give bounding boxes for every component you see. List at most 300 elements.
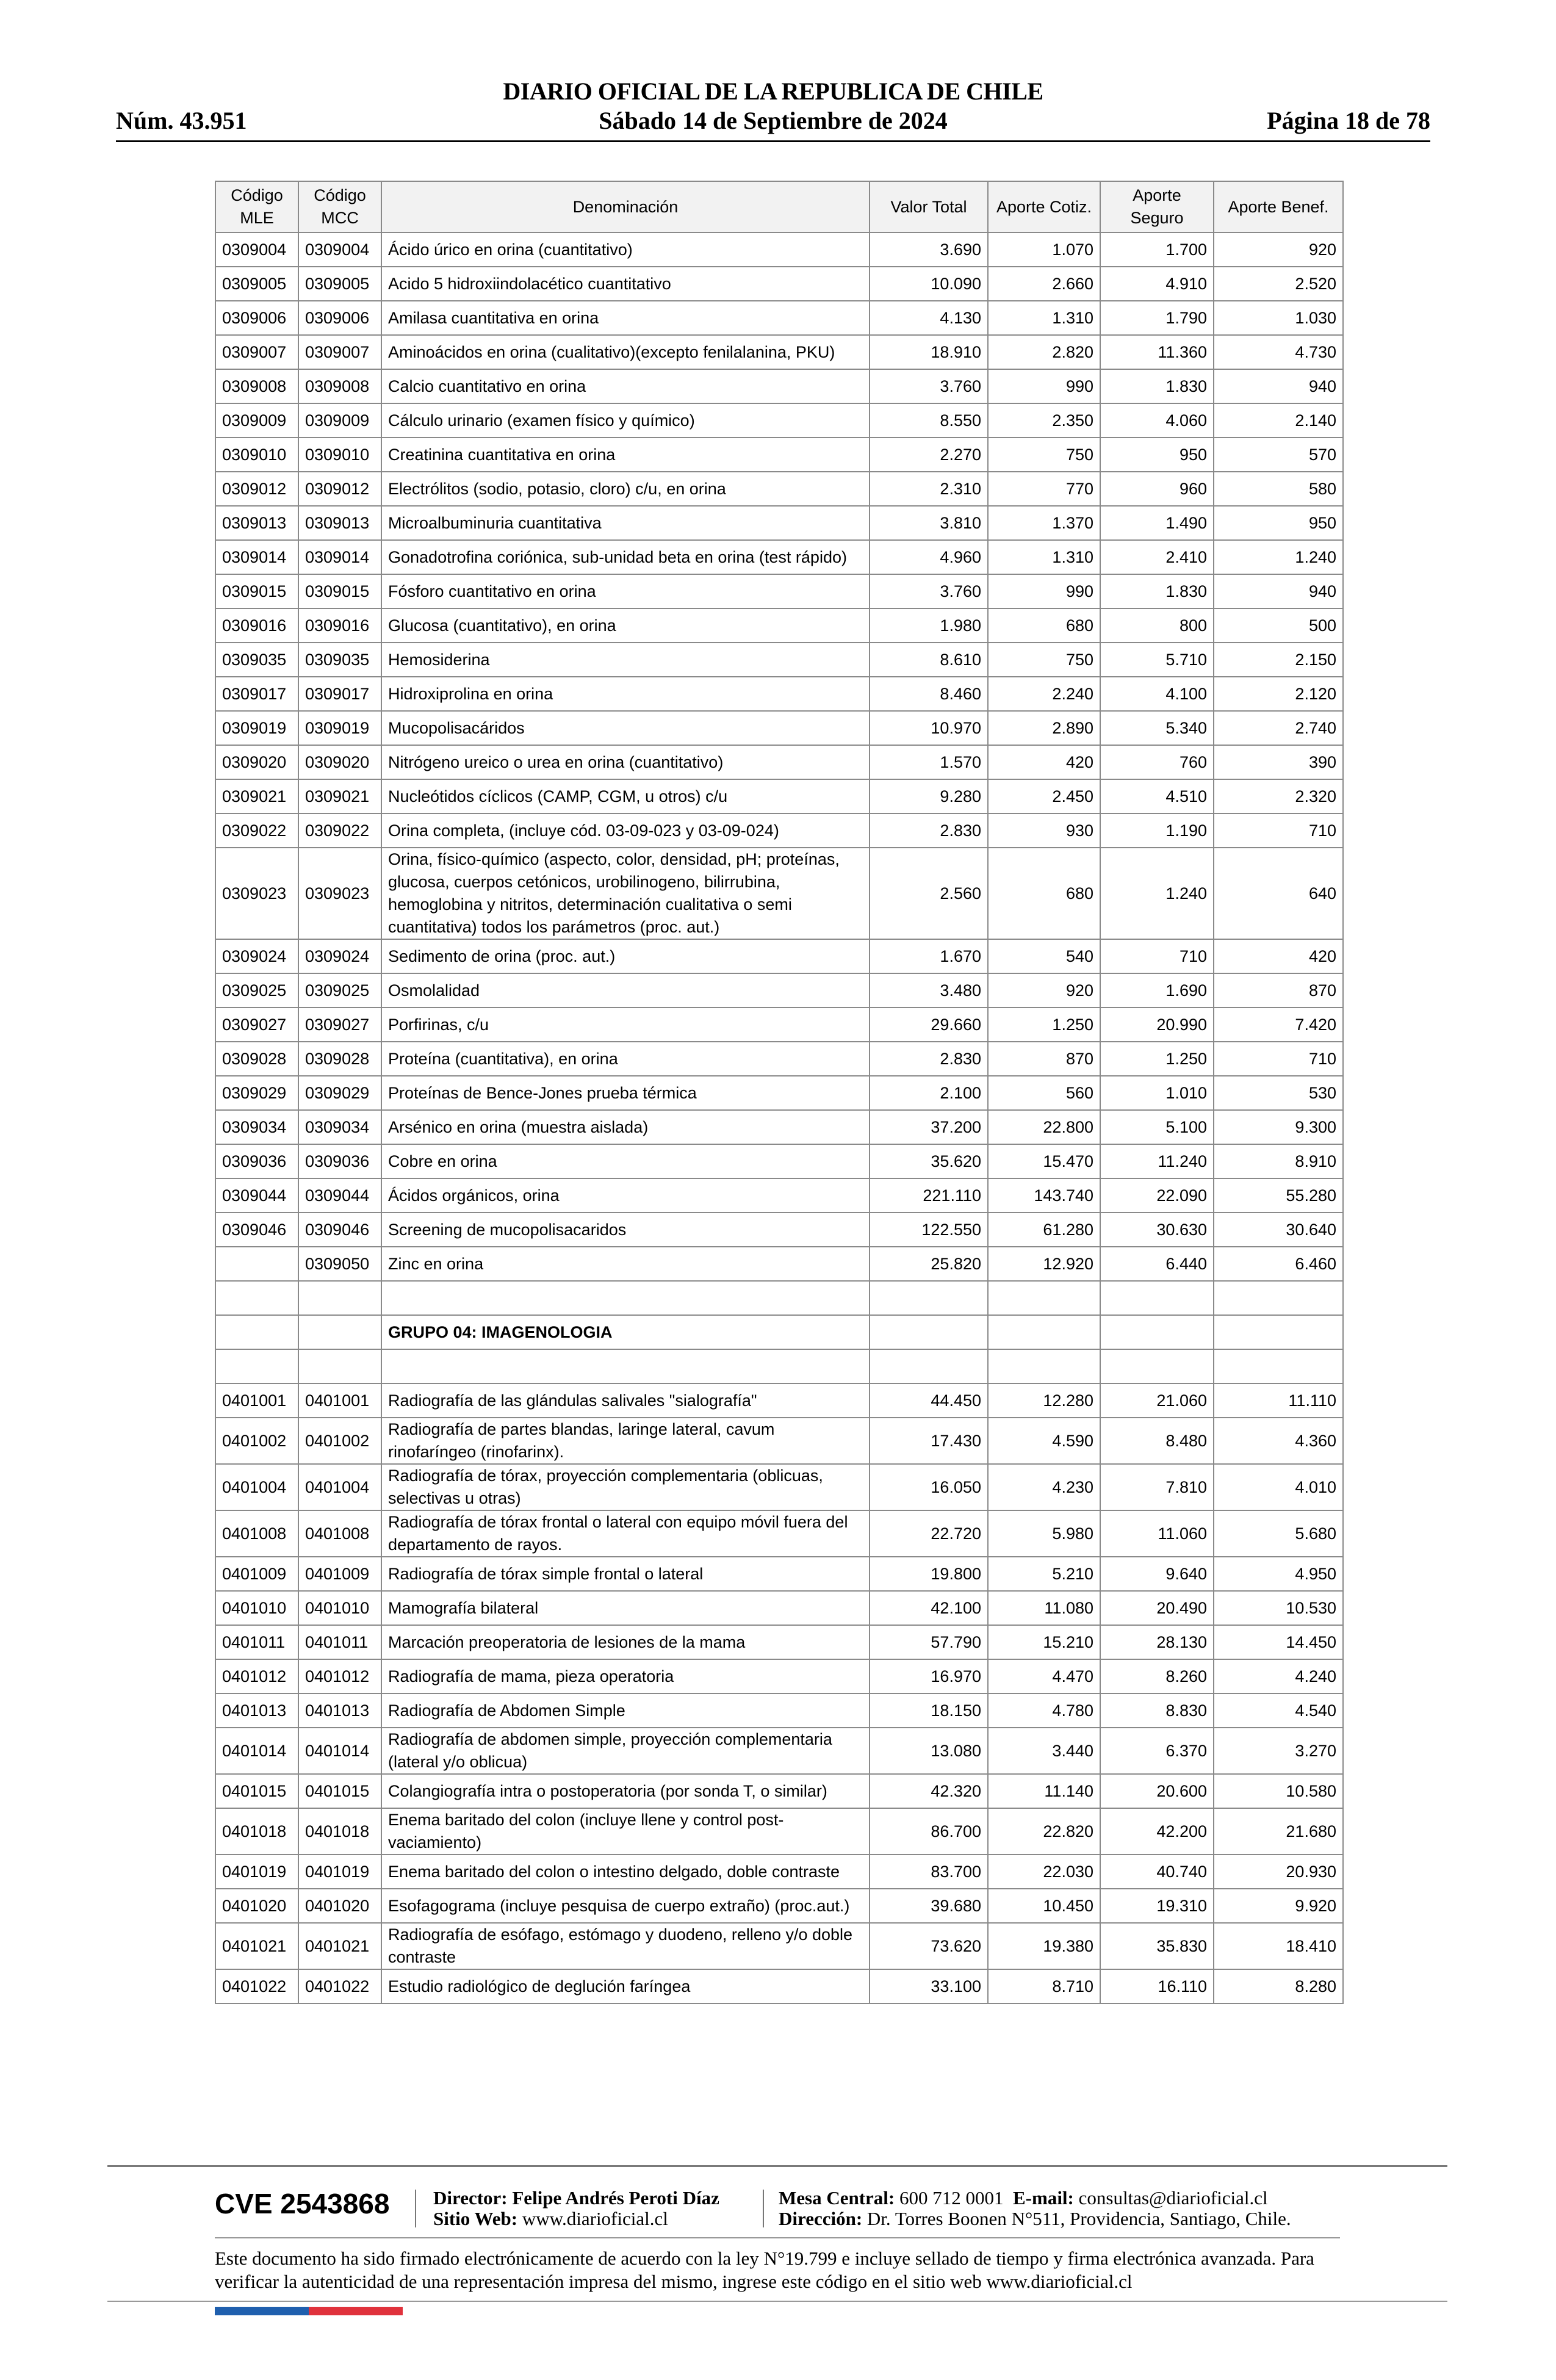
cell-aporte-seguro: 30.630	[1100, 1213, 1214, 1247]
page-number: Página 18 de 78	[1267, 107, 1430, 134]
cell-codigo-mcc	[298, 1349, 381, 1383]
cell-codigo-mcc: 0309004	[298, 233, 381, 267]
cell-aporte-seguro: 40.740	[1100, 1855, 1214, 1889]
cell-aporte-seguro: 1.830	[1100, 574, 1214, 608]
table-row	[215, 1144, 1343, 1178]
cell-codigo-mle	[215, 1247, 298, 1281]
cell-denominacion: Marcación preoperatoria de lesiones de la mama	[381, 1625, 870, 1659]
cell-valor-total: 16.970	[870, 1659, 988, 1693]
cell-valor-total: 10.970	[870, 711, 988, 745]
cell-aporte-benef: 870	[1214, 973, 1343, 1008]
col-header-aporte-seguro: Aporte Seguro	[1100, 181, 1214, 233]
cell-codigo-mcc: 0309005	[298, 267, 381, 301]
cell-aporte-cotiz: 750	[988, 438, 1100, 472]
cell-aporte-seguro	[1100, 1315, 1214, 1349]
cell-aporte-benef: 4.950	[1214, 1557, 1343, 1591]
table-row	[215, 540, 1343, 574]
cell-aporte-seguro: 5.100	[1100, 1110, 1214, 1144]
cell-valor-total: 1.670	[870, 939, 988, 973]
table-row	[215, 1464, 1343, 1510]
cell-aporte-benef: 570	[1214, 438, 1343, 472]
cell-aporte-seguro: 8.830	[1100, 1693, 1214, 1728]
cell-aporte-benef: 55.280	[1214, 1178, 1343, 1213]
cell-aporte-cotiz: 2.350	[988, 403, 1100, 438]
cell-codigo-mcc: 0309034	[298, 1110, 381, 1144]
cell-codigo-mcc	[298, 1281, 381, 1315]
cell-codigo-mle: 0309012	[215, 472, 298, 506]
cell-codigo-mle: 0401011	[215, 1625, 298, 1659]
newspaper-title: DIARIO OFICIAL DE LA REPUBLICA DE CHILE	[503, 78, 1043, 105]
cell-denominacion: Radiografía de partes blandas, laringe lateral, cavum rinofaríngeo (rinofarinx).	[381, 1418, 870, 1464]
col-header-aporte-cotiz: Aporte Cotiz.	[988, 181, 1100, 233]
cell-codigo-mle: 0309014	[215, 540, 298, 574]
cell-codigo-mcc: 0309028	[298, 1042, 381, 1076]
cell-codigo-mcc: 0309023	[298, 848, 381, 939]
cell-codigo-mcc: 0309013	[298, 506, 381, 540]
cell-aporte-cotiz: 5.980	[988, 1510, 1100, 1557]
table-row	[215, 335, 1343, 369]
cell-valor-total: 29.660	[870, 1008, 988, 1042]
cell-codigo-mcc: 0309019	[298, 711, 381, 745]
cell-aporte-seguro: 11.060	[1100, 1510, 1214, 1557]
cell-codigo-mcc: 0401008	[298, 1510, 381, 1557]
cell-denominacion: Gonadotrofina coriónica, sub-unidad beta en orina (test rápido)	[381, 540, 870, 574]
cell-denominacion: Glucosa (cuantitativo), en orina	[381, 608, 870, 643]
cell-aporte-cotiz: 930	[988, 813, 1100, 848]
cell-aporte-cotiz: 12.280	[988, 1383, 1100, 1418]
cell-denominacion: Radiografía de abdomen simple, proyección complementaria (lateral y/o oblicua)	[381, 1728, 870, 1774]
issue-date: Sábado 14 de Septiembre de 2024	[599, 107, 948, 134]
cell-denominacion: Osmolalidad	[381, 973, 870, 1008]
cell-aporte-benef: 1.240	[1214, 540, 1343, 574]
table-row	[215, 403, 1343, 438]
table-row	[215, 608, 1343, 643]
cell-aporte-benef: 2.520	[1214, 267, 1343, 301]
address-text: Dr. Torres Boonen N°511, Providencia, Santiago, Chile.	[866, 2208, 1291, 2229]
cell-denominacion: Hemosiderina	[381, 643, 870, 677]
cell-aporte-benef: 2.120	[1214, 677, 1343, 711]
cell-aporte-benef: 2.150	[1214, 643, 1343, 677]
cell-aporte-cotiz: 11.080	[988, 1591, 1100, 1625]
cell-aporte-seguro: 16.110	[1100, 1969, 1214, 2003]
cell-aporte-benef: 710	[1214, 1042, 1343, 1076]
cell-aporte-cotiz: 560	[988, 1076, 1100, 1110]
table-row	[215, 1008, 1343, 1042]
cell-codigo-mcc: 0309009	[298, 403, 381, 438]
cell-aporte-benef	[1214, 1281, 1343, 1315]
cell-aporte-seguro	[1100, 1349, 1214, 1383]
cell-aporte-seguro: 1.690	[1100, 973, 1214, 1008]
cell-codigo-mcc: 0309050	[298, 1247, 381, 1281]
page-header	[116, 77, 1430, 144]
footer-inner-rule	[215, 2237, 1340, 2238]
cell-codigo-mcc: 0401018	[298, 1808, 381, 1855]
table-row	[215, 1808, 1343, 1855]
cell-codigo-mle: 0309021	[215, 779, 298, 813]
table-row	[215, 1728, 1343, 1774]
cell-valor-total: 86.700	[870, 1808, 988, 1855]
table-row	[215, 1418, 1343, 1464]
cell-aporte-cotiz: 4.230	[988, 1464, 1100, 1510]
cell-codigo-mle: 0309034	[215, 1110, 298, 1144]
cell-aporte-cotiz: 12.920	[988, 1247, 1100, 1281]
cell-aporte-benef: 18.410	[1214, 1923, 1343, 1969]
cell-codigo-mle: 0401001	[215, 1383, 298, 1418]
cell-valor-total: 35.620	[870, 1144, 988, 1178]
cell-aporte-cotiz: 61.280	[988, 1213, 1100, 1247]
cell-aporte-benef: 11.110	[1214, 1383, 1343, 1418]
cell-aporte-cotiz: 4.470	[988, 1659, 1100, 1693]
cell-denominacion: Orina completa, (incluye cód. 03-09-023 y 03-09-024)	[381, 813, 870, 848]
cell-codigo-mle: 0309010	[215, 438, 298, 472]
cell-valor-total: 44.450	[870, 1383, 988, 1418]
table-row	[215, 506, 1343, 540]
cell-aporte-seguro: 8.260	[1100, 1659, 1214, 1693]
cell-valor-total: 1.570	[870, 745, 988, 779]
cell-aporte-cotiz: 2.450	[988, 779, 1100, 813]
cell-aporte-seguro: 11.360	[1100, 335, 1214, 369]
cell-aporte-cotiz: 10.450	[988, 1889, 1100, 1923]
cell-codigo-mle: 0309019	[215, 711, 298, 745]
cell-aporte-cotiz: 990	[988, 369, 1100, 403]
cell-denominacion: Proteína (cuantitativa), en orina	[381, 1042, 870, 1076]
cell-codigo-mle: 0309006	[215, 301, 298, 335]
cell-codigo-mle	[215, 1281, 298, 1315]
cell-valor-total: 221.110	[870, 1178, 988, 1213]
cell-codigo-mle: 0309029	[215, 1076, 298, 1110]
cell-valor-total: 3.810	[870, 506, 988, 540]
cell-aporte-seguro: 19.310	[1100, 1889, 1214, 1923]
cell-aporte-seguro: 20.600	[1100, 1774, 1214, 1808]
website-link[interactable]: www.diarioficial.cl	[522, 2208, 668, 2229]
cell-codigo-mle: 0401019	[215, 1855, 298, 1889]
cell-aporte-benef: 4.730	[1214, 335, 1343, 369]
cell-valor-total: 13.080	[870, 1728, 988, 1774]
table-row	[215, 438, 1343, 472]
cell-codigo-mle: 0401014	[215, 1728, 298, 1774]
cell-aporte-cotiz: 5.210	[988, 1557, 1100, 1591]
contact-line	[779, 2187, 1268, 2209]
col-header-aporte-benef: Aporte Benef.	[1214, 181, 1343, 233]
cell-aporte-seguro: 4.510	[1100, 779, 1214, 813]
cell-codigo-mcc: 0309012	[298, 472, 381, 506]
cell-aporte-cotiz: 4.590	[988, 1418, 1100, 1464]
table-row	[215, 1774, 1343, 1808]
cell-codigo-mcc: 0309020	[298, 745, 381, 779]
table-row	[215, 1110, 1343, 1144]
cell-denominacion: Mucopolisacáridos	[381, 711, 870, 745]
cell-denominacion: Cálculo urinario (examen físico y químico)	[381, 403, 870, 438]
cell-valor-total: 33.100	[870, 1969, 988, 2003]
cell-codigo-mle: 0309024	[215, 939, 298, 973]
cve-code: CVE 2543868	[215, 2188, 390, 2220]
cell-denominacion: Radiografía de tórax, proyección complementaria (oblicuas, selectivas u otras)	[381, 1464, 870, 1510]
cell-aporte-cotiz: 990	[988, 574, 1100, 608]
director-label: Director:	[433, 2187, 508, 2209]
cell-aporte-benef: 10.580	[1214, 1774, 1343, 1808]
cell-codigo-mle: 0309009	[215, 403, 298, 438]
cell-codigo-mcc: 0309029	[298, 1076, 381, 1110]
cell-codigo-mle: 0401018	[215, 1808, 298, 1855]
cell-aporte-benef: 920	[1214, 233, 1343, 267]
cell-aporte-benef: 21.680	[1214, 1808, 1343, 1855]
cell-codigo-mle: 0309005	[215, 267, 298, 301]
cell-aporte-cotiz: 680	[988, 608, 1100, 643]
cell-aporte-seguro: 1.830	[1100, 369, 1214, 403]
page-footer	[107, 2165, 1447, 2324]
cell-codigo-mcc: 0401015	[298, 1774, 381, 1808]
cell-aporte-benef: 4.540	[1214, 1693, 1343, 1728]
table-row	[215, 848, 1343, 939]
table-row	[215, 1213, 1343, 1247]
cell-codigo-mle	[215, 1315, 298, 1349]
cell-aporte-seguro: 800	[1100, 608, 1214, 643]
cell-valor-total: 2.100	[870, 1076, 988, 1110]
footer-bottom-rule	[107, 2301, 1447, 2302]
cell-codigo-mcc: 0401020	[298, 1889, 381, 1923]
cell-aporte-seguro: 20.990	[1100, 1008, 1214, 1042]
cell-codigo-mcc: 0309022	[298, 813, 381, 848]
cell-aporte-cotiz	[988, 1315, 1100, 1349]
table-row	[215, 1281, 1343, 1315]
cell-aporte-benef: 4.240	[1214, 1659, 1343, 1693]
cell-aporte-benef: 30.640	[1214, 1213, 1343, 1247]
cell-aporte-cotiz: 1.070	[988, 233, 1100, 267]
table-row	[215, 1625, 1343, 1659]
cell-aporte-cotiz: 22.800	[988, 1110, 1100, 1144]
address-label: Dirección:	[779, 2208, 863, 2229]
cell-denominacion: Electrólitos (sodio, potasio, cloro) c/u, en orina	[381, 472, 870, 506]
cell-codigo-mcc: 0309044	[298, 1178, 381, 1213]
table-row	[215, 1076, 1343, 1110]
cell-aporte-benef: 2.320	[1214, 779, 1343, 813]
cell-valor-total: 57.790	[870, 1625, 988, 1659]
cell-codigo-mle: 0309044	[215, 1178, 298, 1213]
cell-aporte-seguro: 6.440	[1100, 1247, 1214, 1281]
cell-aporte-seguro: 1.790	[1100, 301, 1214, 335]
cell-denominacion: Enema baritado del colon (incluye llene y control post-vaciamiento)	[381, 1808, 870, 1855]
cell-aporte-cotiz: 540	[988, 939, 1100, 973]
cell-aporte-cotiz: 2.820	[988, 335, 1100, 369]
cell-aporte-cotiz: 1.370	[988, 506, 1100, 540]
cell-valor-total: 18.910	[870, 335, 988, 369]
flag-stripe-red	[309, 2307, 403, 2315]
cell-codigo-mcc: 0309015	[298, 574, 381, 608]
cell-aporte-benef: 4.010	[1214, 1464, 1343, 1510]
cell-codigo-mcc	[298, 1315, 381, 1349]
table-row	[215, 779, 1343, 813]
cell-aporte-seguro: 9.640	[1100, 1557, 1214, 1591]
cell-aporte-benef: 2.740	[1214, 711, 1343, 745]
table-row	[215, 1383, 1343, 1418]
cell-codigo-mcc: 0309021	[298, 779, 381, 813]
cell-aporte-benef: 4.360	[1214, 1418, 1343, 1464]
cell-denominacion: GRUPO 04: IMAGENOLOGIA	[381, 1315, 870, 1349]
cell-aporte-cotiz: 750	[988, 643, 1100, 677]
table-row	[215, 1889, 1343, 1923]
cell-valor-total	[870, 1349, 988, 1383]
cell-aporte-benef: 940	[1214, 574, 1343, 608]
table-row	[215, 1178, 1343, 1213]
cell-codigo-mcc: 0401004	[298, 1464, 381, 1510]
cell-aporte-cotiz: 22.030	[988, 1855, 1100, 1889]
cell-aporte-benef: 580	[1214, 472, 1343, 506]
cell-denominacion: Porfirinas, c/u	[381, 1008, 870, 1042]
cell-codigo-mcc: 0401009	[298, 1557, 381, 1591]
cell-valor-total: 4.130	[870, 301, 988, 335]
cell-codigo-mle: 0309008	[215, 369, 298, 403]
cell-valor-total: 3.480	[870, 973, 988, 1008]
cell-denominacion: Radiografía de Abdomen Simple	[381, 1693, 870, 1728]
cell-denominacion: Radiografía de mama, pieza operatoria	[381, 1659, 870, 1693]
col-header-codigo-mcc: Código MCC	[298, 181, 381, 233]
cell-aporte-cotiz: 420	[988, 745, 1100, 779]
cell-denominacion	[381, 1281, 870, 1315]
cell-valor-total	[870, 1315, 988, 1349]
cell-codigo-mle: 0309015	[215, 574, 298, 608]
table-row	[215, 1557, 1343, 1591]
table-row	[215, 267, 1343, 301]
cell-codigo-mle: 0309017	[215, 677, 298, 711]
cell-codigo-mcc: 0401011	[298, 1625, 381, 1659]
cell-denominacion: Fósforo cuantitativo en orina	[381, 574, 870, 608]
table-row	[215, 1349, 1343, 1383]
cell-denominacion: Ácido úrico en orina (cuantitativo)	[381, 233, 870, 267]
cell-valor-total: 19.800	[870, 1557, 988, 1591]
cell-aporte-benef: 950	[1214, 506, 1343, 540]
header-rule	[116, 140, 1430, 142]
cell-denominacion: Enema baritado del colon o intestino delgado, doble contraste	[381, 1855, 870, 1889]
cell-denominacion: Aminoácidos en orina (cualitativo)(excepto fenilalanina, PKU)	[381, 335, 870, 369]
cell-aporte-seguro: 1.250	[1100, 1042, 1214, 1076]
cell-aporte-benef: 14.450	[1214, 1625, 1343, 1659]
table-row	[215, 1247, 1343, 1281]
cell-denominacion: Radiografía de tórax frontal o lateral con equipo móvil fuera del departamento de rayos.	[381, 1510, 870, 1557]
cell-codigo-mle: 0309046	[215, 1213, 298, 1247]
cell-valor-total: 1.980	[870, 608, 988, 643]
cell-aporte-seguro: 22.090	[1100, 1178, 1214, 1213]
footer-rule	[107, 2165, 1447, 2167]
table-row	[215, 1659, 1343, 1693]
cell-valor-total: 22.720	[870, 1510, 988, 1557]
cell-aporte-seguro: 8.480	[1100, 1418, 1214, 1464]
cell-codigo-mcc: 0401021	[298, 1923, 381, 1969]
cell-codigo-mle: 0309007	[215, 335, 298, 369]
cell-aporte-seguro: 710	[1100, 939, 1214, 973]
footer-separator	[763, 2190, 764, 2227]
cell-denominacion: Radiografía de esófago, estómago y duodeno, relleno y/o doble contraste	[381, 1923, 870, 1969]
cell-codigo-mle: 0309020	[215, 745, 298, 779]
cell-valor-total: 3.760	[870, 369, 988, 403]
cell-codigo-mle: 0401009	[215, 1557, 298, 1591]
cell-codigo-mle: 0401002	[215, 1418, 298, 1464]
cell-aporte-seguro: 960	[1100, 472, 1214, 506]
cell-aporte-benef: 20.930	[1214, 1855, 1343, 1889]
cell-valor-total	[870, 1281, 988, 1315]
cell-codigo-mcc: 0401014	[298, 1728, 381, 1774]
cell-codigo-mcc: 0401012	[298, 1659, 381, 1693]
cell-codigo-mcc: 0309016	[298, 608, 381, 643]
cell-aporte-benef: 7.420	[1214, 1008, 1343, 1042]
cell-denominacion: Zinc en orina	[381, 1247, 870, 1281]
cell-codigo-mle: 0401022	[215, 1969, 298, 2003]
cell-valor-total: 4.960	[870, 540, 988, 574]
cell-aporte-cotiz: 15.210	[988, 1625, 1100, 1659]
table-row	[215, 1042, 1343, 1076]
cell-aporte-benef: 1.030	[1214, 301, 1343, 335]
cell-aporte-benef: 710	[1214, 813, 1343, 848]
cell-aporte-seguro: 4.100	[1100, 677, 1214, 711]
cell-denominacion: Amilasa cuantitativa en orina	[381, 301, 870, 335]
cell-aporte-seguro: 2.410	[1100, 540, 1214, 574]
cell-aporte-seguro: 11.240	[1100, 1144, 1214, 1178]
cell-codigo-mle: 0401010	[215, 1591, 298, 1625]
table-row	[215, 1969, 1343, 2003]
cell-codigo-mle	[215, 1349, 298, 1383]
cell-aporte-cotiz: 143.740	[988, 1178, 1100, 1213]
cell-aporte-seguro: 42.200	[1100, 1808, 1214, 1855]
cell-valor-total: 3.760	[870, 574, 988, 608]
cell-codigo-mcc: 0309035	[298, 643, 381, 677]
cell-valor-total: 2.830	[870, 1042, 988, 1076]
cell-codigo-mcc: 0309036	[298, 1144, 381, 1178]
cell-aporte-seguro: 950	[1100, 438, 1214, 472]
address-line	[779, 2208, 1291, 2230]
table-row	[215, 1855, 1343, 1889]
cell-aporte-benef: 9.300	[1214, 1110, 1343, 1144]
cell-aporte-seguro: 760	[1100, 745, 1214, 779]
cell-aporte-cotiz: 1.250	[988, 1008, 1100, 1042]
cell-codigo-mcc: 0309014	[298, 540, 381, 574]
cell-codigo-mle: 0309025	[215, 973, 298, 1008]
cell-aporte-benef: 5.680	[1214, 1510, 1343, 1557]
director-line	[433, 2187, 719, 2209]
cell-valor-total: 8.550	[870, 403, 988, 438]
email-link[interactable]: consultas@diarioficial.cl	[1078, 2187, 1268, 2209]
cell-aporte-cotiz: 11.140	[988, 1774, 1100, 1808]
table-row	[215, 1693, 1343, 1728]
cell-denominacion: Arsénico en orina (muestra aislada)	[381, 1110, 870, 1144]
cell-codigo-mle: 0309004	[215, 233, 298, 267]
cell-aporte-cotiz: 2.660	[988, 267, 1100, 301]
cell-aporte-cotiz: 870	[988, 1042, 1100, 1076]
cell-codigo-mle: 0309013	[215, 506, 298, 540]
cell-denominacion: Esofagograma (incluye pesquisa de cuerpo extraño) (proc.aut.)	[381, 1889, 870, 1923]
issue-number: Núm. 43.951	[116, 107, 247, 134]
cell-codigo-mcc: 0309046	[298, 1213, 381, 1247]
cell-aporte-benef	[1214, 1315, 1343, 1349]
cell-denominacion: Microalbuminuria cuantitativa	[381, 506, 870, 540]
cell-aporte-seguro: 4.910	[1100, 267, 1214, 301]
cell-aporte-seguro: 1.700	[1100, 233, 1214, 267]
cell-denominacion: Acido 5 hidroxiindolacético cuantitativo	[381, 267, 870, 301]
cell-aporte-cotiz: 680	[988, 848, 1100, 939]
cell-codigo-mle: 0309027	[215, 1008, 298, 1042]
cell-valor-total: 2.830	[870, 813, 988, 848]
director-name: Felipe Andrés Peroti Díaz	[512, 2187, 719, 2209]
cell-aporte-seguro: 4.060	[1100, 403, 1214, 438]
cell-codigo-mle: 0401021	[215, 1923, 298, 1969]
cell-denominacion: Screening de mucopolisacaridos	[381, 1213, 870, 1247]
cell-aporte-seguro: 1.240	[1100, 848, 1214, 939]
cell-valor-total: 2.310	[870, 472, 988, 506]
cell-codigo-mle: 0401012	[215, 1659, 298, 1693]
cell-aporte-cotiz: 2.890	[988, 711, 1100, 745]
cell-codigo-mcc: 0309008	[298, 369, 381, 403]
website-label: Sitio Web:	[433, 2208, 518, 2229]
cell-valor-total: 16.050	[870, 1464, 988, 1510]
cell-aporte-benef: 420	[1214, 939, 1343, 973]
